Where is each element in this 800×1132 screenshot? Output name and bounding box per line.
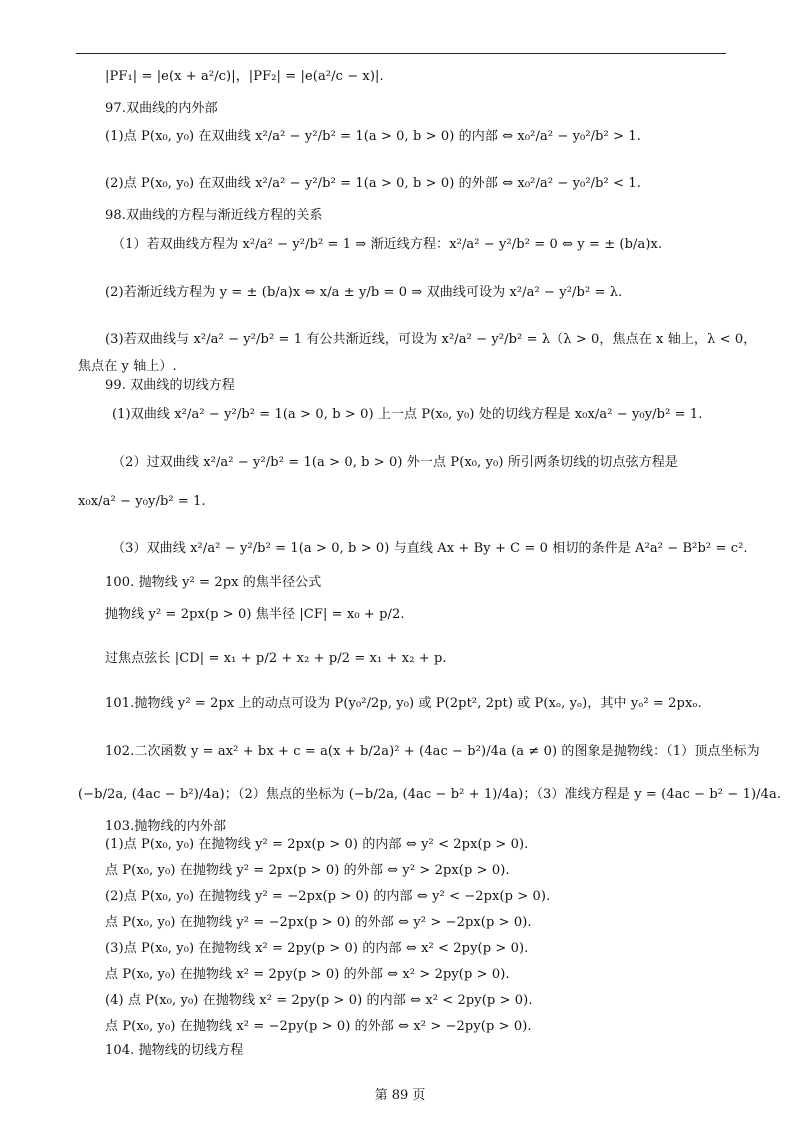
section-99-heading: 99. 双曲线的切线方程 xyxy=(105,378,236,393)
section-98-item-3-cont: 焦点在 y 轴上）. xyxy=(78,359,177,374)
section-99-item-1: (1)双曲线 x²/a² − y²/b² = 1(a > 0, b > 0) 上一点 P(x₀, y₀) 处的切线方程是 x₀x/a² − y₀y/b² = 1. xyxy=(112,407,703,422)
section-97-heading: 97.双曲线的内外部 xyxy=(105,101,218,116)
section-97-item-1: (1)点 P(x₀, y₀) 在双曲线 x²/a² − y²/b² = 1(a > 0, b > 0) 的内部 ⇔ x₀²/a² − y₀²/b² > 1. xyxy=(105,129,641,144)
section-104-heading: 104. 抛物线的切线方程 xyxy=(105,1043,244,1058)
section-98-heading: 98.双曲线的方程与渐近线方程的关系 xyxy=(105,208,323,223)
section-103-item-4a: (4) 点 P(x₀, y₀) 在抛物线 x² = 2py(p > 0) 的内部 ⇔ x² < 2py(p > 0). xyxy=(105,993,533,1008)
section-103-item-4b: 点 P(x₀, y₀) 在抛物线 x² = −2py(p > 0) 的外部 ⇔ x² > −2py(p > 0). xyxy=(105,1019,532,1034)
section-101-text: 101.抛物线 y² = 2px 上的动点可设为 P(y₀²/2p, y₀) 或 P(2pt², 2pt) 或 P(xₒ, yₒ)，其中 yₒ² = 2pxₒ. xyxy=(105,696,702,711)
section-98-item-3: (3)若双曲线与 x²/a² − y²/b² = 1 有公共渐近线，可设为 x²/a² − y²/b² = λ（λ > 0，焦点在 x 轴上，λ < 0， xyxy=(105,332,757,347)
page-footer: 第 89 页 xyxy=(374,1088,426,1103)
focal-radius-formulas: |PF₁| = |e(x + a²/c)|，|PF₂| = |e(a²/c − x)|. xyxy=(105,69,384,84)
section-100-item-2: 过焦点弦长 |CD| = x₁ + p/2 + x₂ + p/2 = x₁ + x₂ + p. xyxy=(105,651,447,666)
section-103-item-3a: (3)点 P(x₀, y₀) 在抛物线 x² = 2py(p > 0) 的内部 ⇔ x² < 2py(p > 0). xyxy=(105,941,529,956)
section-100-item-1: 抛物线 y² = 2px(p > 0) 焦半径 |CF| = x₀ + p/2. xyxy=(105,607,405,622)
section-102-text: 102.二次函数 y = ax² + bx + c = a(x + b/2a)² + (4ac − b²)/4a (a ≠ 0) 的图象是抛物线：（1）顶点坐标为 xyxy=(105,744,760,759)
section-100-heading: 100. 抛物线 y² = 2px 的焦半径公式 xyxy=(105,575,322,590)
section-97-item-2: (2)点 P(x₀, y₀) 在双曲线 x²/a² − y²/b² = 1(a > 0, b > 0) 的外部 ⇔ x₀²/a² − y₀²/b² < 1. xyxy=(105,176,641,191)
section-103-item-1a: (1)点 P(x₀, y₀) 在抛物线 y² = 2px(p > 0) 的内部 ⇔ y² < 2px(p > 0). xyxy=(105,837,529,852)
section-99-item-3: （3）双曲线 x²/a² − y²/b² = 1(a > 0, b > 0) 与直线 Ax + By + C = 0 相切的条件是 A²a² − B²b² = c². xyxy=(112,541,748,556)
section-99-item-2-cont: x₀x/a² − y₀y/b² = 1. xyxy=(78,494,206,509)
section-103-item-2b: 点 P(x₀, y₀) 在抛物线 y² = −2px(p > 0) 的外部 ⇔ y² > −2px(p > 0). xyxy=(105,915,532,930)
header-rule xyxy=(76,53,726,54)
section-103-item-3b: 点 P(x₀, y₀) 在抛物线 x² = 2py(p > 0) 的外部 ⇔ x² > 2py(p > 0). xyxy=(105,967,510,982)
section-103-item-2a: (2)点 P(x₀, y₀) 在抛物线 y² = −2px(p > 0) 的内部 ⇔ y² < −2px(p > 0). xyxy=(105,889,551,904)
section-103-item-1b: 点 P(x₀, y₀) 在抛物线 y² = 2px(p > 0) 的外部 ⇔ y² > 2px(p > 0). xyxy=(105,863,510,878)
section-98-item-1: （1）若双曲线方程为 x²/a² − y²/b² = 1 ⇒ 渐近线方程：x²/a² − y²/b² = 0 ⇔ y = ± (b/a)x. xyxy=(112,237,663,252)
section-102-text-cont: (−b/2a, (4ac − b²)/4a)；（2）焦点的坐标为 (−b/2a, (4ac − b² + 1)/4a)；（3）准线方程是 y = (4ac − b² − 1)/4a. xyxy=(78,787,782,802)
section-103-heading: 103.抛物线的内外部 xyxy=(105,819,227,834)
section-99-item-2: （2）过双曲线 x²/a² − y²/b² = 1(a > 0, b > 0) 外一点 P(x₀, y₀) 所引两条切线的切点弦方程是 xyxy=(112,455,679,470)
section-98-item-2: (2)若渐近线方程为 y = ± (b/a)x ⇔ x/a ± y/b = 0 ⇒ 双曲线可设为 x²/a² − y²/b² = λ. xyxy=(105,285,623,300)
